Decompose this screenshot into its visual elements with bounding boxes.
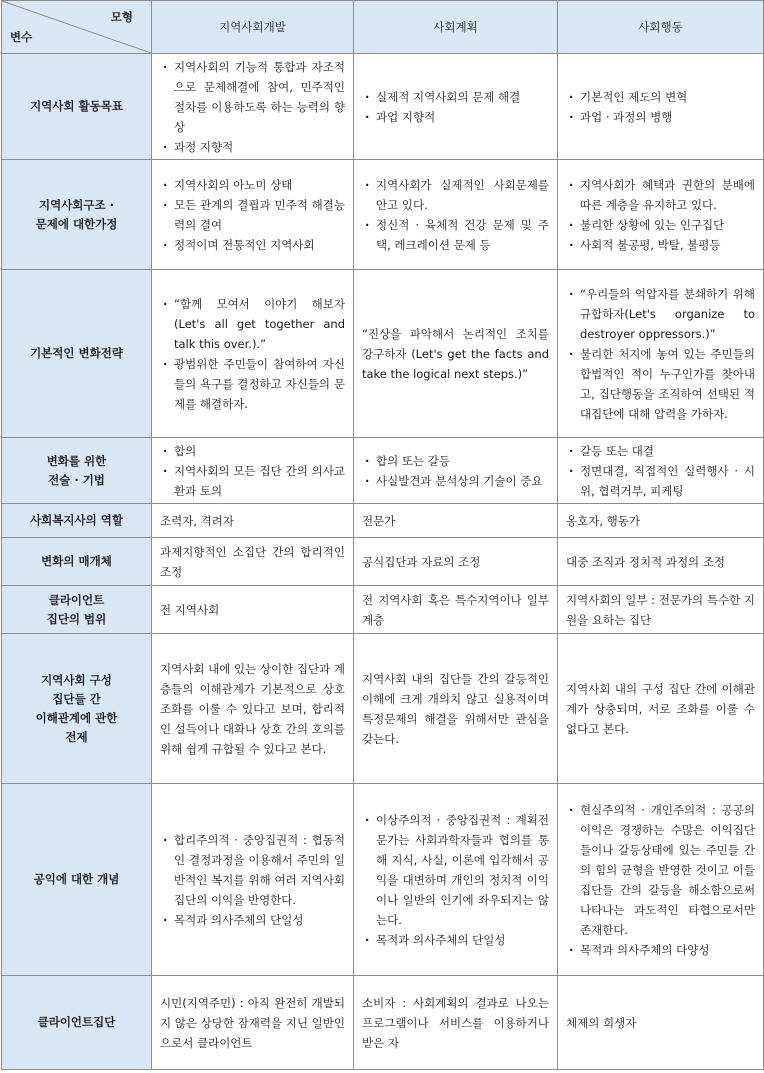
cell-text: 지역사회 내에 있는 상이한 집단과 계층들의 이해관계가 기본적으로 상호조화를 이룰 수 있다고 보며, 합리적인 설득이나 대화나 상호 간의 호의를 위해 쉽게 규합될 수 있다고 본다. <box>160 661 345 756</box>
variable-label-line: 지역사회 활동목표 <box>30 99 123 113</box>
bullet-item: · “우리들의 억압자를 분쇄하기 위해 규합하자(Let's organize to destroyer oppressors.)” <box>566 284 755 344</box>
cell-text: 과제지향적인 소집단 간의 합리적인 조정 <box>160 544 345 579</box>
bullet-item: · 합의 <box>160 441 345 461</box>
cell-text: 전 지역사회 혹은 특수지역이나 일부계층 <box>362 592 549 627</box>
header-model-social-action: 사회행동 <box>558 1 764 54</box>
variable-label-cell <box>2 270 152 438</box>
variable-label-line: 집단의 범위 <box>46 611 107 626</box>
table-row <box>2 504 764 538</box>
bullet-item: · 지역사회가 실제적인 사회문제를 안고 있다. <box>362 175 549 215</box>
bullet-item: · 현실주의적 · 개인주의적 : 공공의 이익은 경쟁하는 수많은 이익집단들이나 갈등상태에 있는 주민들 간의 힘의 균형을 반영한 것이고 이들 집단들 간의 갈등을 해소함으로써 나타나는 과도적인 타협으로서만 존재한다. <box>566 800 755 940</box>
content-cell <box>354 160 558 270</box>
bullet-item: · 모든 관계의 결핍과 민주적 해결능력의 결여 <box>160 195 345 235</box>
content-cell <box>152 586 354 634</box>
bullet-item: · 과정 지향적 <box>160 137 345 157</box>
variable-label-line: 이해관계에 관한 <box>35 710 118 725</box>
variable-label-cell <box>2 634 152 784</box>
table-row <box>2 270 764 438</box>
content-cell <box>152 634 354 784</box>
content-cell <box>354 438 558 504</box>
bullet-item: · 지역사회가 혜택과 권한의 분배에 따른 계층을 유지하고 있다. <box>566 175 755 215</box>
bullet-list <box>160 830 345 930</box>
content-cell <box>558 54 764 160</box>
bullet-item: · “함께 모여서 이야기 해보자 (Let's all get together and talk this over.).” <box>160 294 345 354</box>
variable-label-line: 문제에 대한가정 <box>35 216 118 231</box>
corner-header-cell <box>2 1 152 54</box>
content-cell <box>558 270 764 438</box>
table-row <box>2 54 764 160</box>
corner-label-model: 모형 <box>110 10 133 24</box>
content-cell <box>354 586 558 634</box>
variable-label-line: 전제 <box>65 729 88 744</box>
cell-text: 전 지역사회 <box>160 602 220 617</box>
variable-label-cell <box>2 54 152 160</box>
variable-label-line: 공익에 대한 개념 <box>33 872 120 886</box>
cell-text: 조력자, 격려자 <box>160 513 234 528</box>
bullet-list <box>160 57 345 157</box>
bullet-item: · 합리주의적 · 중앙집권적 : 협동적인 결정과정을 이용해서 주민의 일반적인 복지를 위해 여러 지역사회 집단의 이익을 반영한다. <box>160 830 345 910</box>
bullet-item: · 정신적 · 육체적 건강 문제 및 주택, 레크레이션 문제 등 <box>362 215 549 255</box>
bullet-item: · 목적과 의사주체의 다양성 <box>566 940 755 960</box>
cell-text: 지역사회의 일부 : 전문가의 특수한 지원을 요하는 집단 <box>566 592 755 627</box>
content-cell <box>558 784 764 976</box>
bullet-list <box>160 294 345 414</box>
bullet-list <box>160 441 345 501</box>
content-cell <box>152 54 354 160</box>
bullet-item: · 정면대결, 직접적인 실력행사 · 시위, 협력거부, 피케팅 <box>566 461 755 501</box>
bullet-item: · 목적과 의사주체의 단일성 <box>160 910 345 930</box>
cell-text: 지역사회 내의 집단들 간의 갈등적인 이해에 크게 개의치 않고 실용적이며 특정문제의 해결을 위해서만 관심을 갖는다. <box>362 671 549 746</box>
bullet-item: · 불리한 상황에 있는 인구집단 <box>566 215 755 235</box>
bullet-item: · 과업 · 과정의 병행 <box>566 107 755 127</box>
bullet-item: · 실제적 지역사회의 문제 해결 <box>362 87 549 107</box>
content-cell <box>152 538 354 586</box>
header-model-social-planning: 사회계획 <box>354 1 558 54</box>
content-cell <box>558 504 764 538</box>
bullet-list <box>362 175 549 255</box>
variable-label-cell <box>2 976 152 1070</box>
content-cell <box>354 976 558 1070</box>
bullet-item: · 합의 또는 갈등 <box>362 451 549 471</box>
bullet-list <box>362 810 549 950</box>
variable-label-line: 전술 · 기법 <box>48 472 105 487</box>
content-cell <box>558 634 764 784</box>
content-cell <box>354 538 558 586</box>
variable-label-line: 사회복지사의 역할 <box>30 513 123 527</box>
cell-text: 체제의 희생자 <box>566 1015 637 1030</box>
bullet-item: · 과업 지향적 <box>362 107 549 127</box>
table-row <box>2 438 764 504</box>
cell-text: “진상을 파악해서 논리적인 조치를 강구하자 (Let's get the facts and take the logical next steps.)” <box>362 326 549 381</box>
cell-text: 소비자 : 사회계획의 결과로 나오는 프로그램이나 서비스를 이용하거나 받은 자 <box>362 995 549 1050</box>
content-cell <box>152 504 354 538</box>
bullet-item: · 지역사회의 모든 집단 간의 의사교환과 토의 <box>160 461 345 501</box>
bullet-list <box>566 87 755 127</box>
content-cell <box>152 438 354 504</box>
table-row <box>2 586 764 634</box>
variable-label-cell <box>2 160 152 270</box>
cell-text: 시민(지역주민) : 아직 완전히 개발되지 않은 상당한 잠재력을 지닌 일반인으로서 클라이언트 <box>160 995 345 1050</box>
bullet-item: · 지역사회의 기능적 통합과 자조적으로 문제해결에 참여, 민주적인 절차를 이용하도록 하는 능력의 향상 <box>160 57 345 137</box>
bullet-list <box>566 441 755 501</box>
content-cell <box>152 160 354 270</box>
cell-text: 옹호자, 행동가 <box>566 513 640 528</box>
variable-label-line: 클라이언트집단 <box>37 1015 116 1029</box>
variable-label-cell <box>2 586 152 634</box>
content-cell <box>558 538 764 586</box>
bullet-item: · 기본적인 제도의 변혁 <box>566 87 755 107</box>
bullet-item: · 목적과 의사주체의 단일성 <box>362 930 549 950</box>
content-cell <box>152 270 354 438</box>
bullet-item: · 불리한 처지에 놓여 있는 주민들의 합법적인 적이 누구인가를 찾아내고, 집단행동을 조직하여 선택된 적대집단에 대해 압력을 가하자. <box>566 344 755 424</box>
variable-label-line: 집단들 간 <box>52 691 101 706</box>
content-cell <box>558 976 764 1070</box>
variable-label-line: 기본적인 변화전략 <box>30 346 123 360</box>
header-row <box>2 1 764 54</box>
table-row <box>2 976 764 1070</box>
content-cell <box>354 784 558 976</box>
variable-label-line: 변화의 매개체 <box>41 554 112 568</box>
content-cell <box>558 438 764 504</box>
content-cell <box>558 586 764 634</box>
cell-text: 지역사회 내의 구성 집단 간에 이해관계가 상충되며, 서로 조화를 이룰 수 없다고 본다. <box>566 681 755 736</box>
bullet-item: · 사실발견과 분석상의 기술이 중요 <box>362 471 549 491</box>
bullet-list <box>362 451 549 491</box>
bullet-item: · 광범위한 주민들이 참여하여 자신들의 욕구를 결정하고 자신들의 문제를 해결하자. <box>160 354 345 414</box>
table-row <box>2 634 764 784</box>
table-body <box>2 54 764 1070</box>
bullet-item: · 사회적 불공평, 박탈, 불평등 <box>566 235 755 255</box>
variable-label-line: 지역사회구조 · <box>38 197 115 212</box>
header-model-community-development: 지역사회개발 <box>152 1 354 54</box>
content-cell <box>354 504 558 538</box>
bullet-list <box>362 87 549 127</box>
cell-text: 대중 조직과 정치적 과정의 조정 <box>566 554 726 569</box>
variable-label-line: 지역사회 구성 <box>41 672 112 687</box>
content-cell <box>152 784 354 976</box>
content-cell <box>354 54 558 160</box>
bullet-list <box>160 175 345 255</box>
bullet-item: · 정적이며 전통적인 지역사회 <box>160 235 345 255</box>
variable-label-line: 변화를 위한 <box>46 453 107 468</box>
variable-label-cell <box>2 538 152 586</box>
cell-text: 전문가 <box>362 513 396 528</box>
bullet-list <box>566 800 755 960</box>
variable-label-cell <box>2 784 152 976</box>
community-practice-models-table <box>1 0 764 1070</box>
table-row <box>2 784 764 976</box>
variable-label-cell <box>2 438 152 504</box>
content-cell <box>354 270 558 438</box>
content-cell <box>354 634 558 784</box>
content-cell <box>558 160 764 270</box>
bullet-list <box>566 284 755 424</box>
variable-label-cell <box>2 504 152 538</box>
variable-label-line: 클라이언트 <box>48 592 105 607</box>
bullet-item: · 이상주의적 · 중앙집권적 : 계획전문가는 사회과학자들과 협의를 통해 지식, 사실, 이론에 입각해서 공익을 대변하며 개인의 정치적 이익이나 일반의 인기에 좌우되지는 않는다. <box>362 810 549 930</box>
table-row <box>2 538 764 586</box>
cell-text: 공식집단과 자료의 조정 <box>362 554 481 569</box>
content-cell <box>152 976 354 1070</box>
corner-label-variable: 변수 <box>10 30 33 44</box>
bullet-item: · 지역사회의 아노미 상태 <box>160 175 345 195</box>
bullet-item: · 갈등 또는 대결 <box>566 441 755 461</box>
bullet-list <box>566 175 755 255</box>
table-row <box>2 160 764 270</box>
